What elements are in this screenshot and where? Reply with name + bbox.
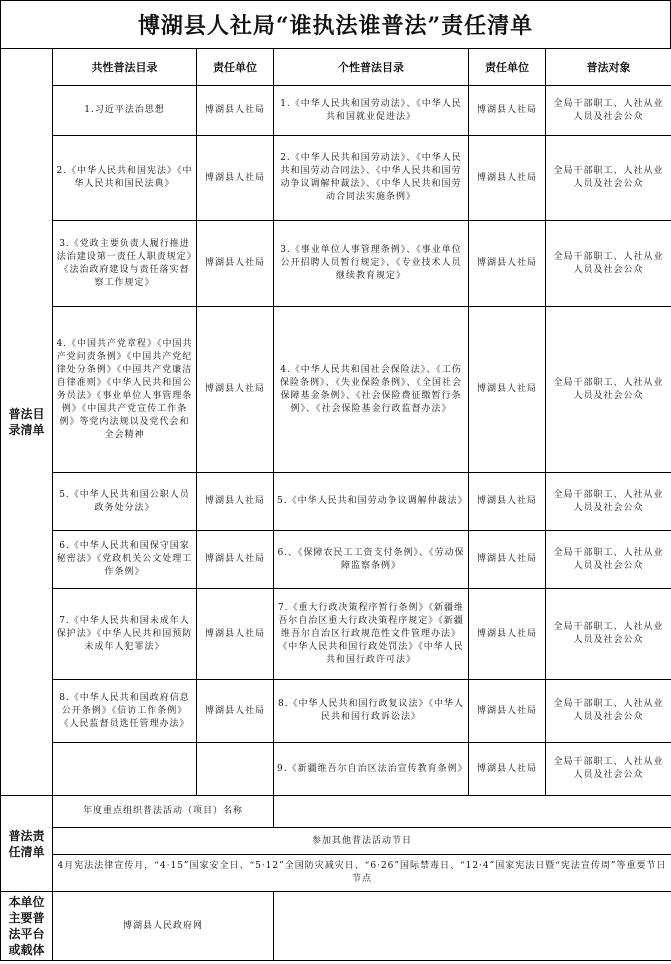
unit-cell: 博湖县人社局 [469, 531, 546, 589]
audience-cell: 全局干部职工、人社从业人员及社会公众 [546, 307, 671, 473]
table-row [1, 136, 671, 221]
unit-cell: 博湖县人社局 [469, 136, 546, 221]
personal-item: 1.《中华人民共和国劳动法》、《中华人民共和国就业促进法》 [274, 86, 469, 136]
header-audience: 普法对象 [546, 49, 671, 86]
table-row [1, 589, 671, 680]
side-label-catalog: 普法目录清单 [1, 49, 53, 796]
unit-cell: 博湖县人社局 [197, 589, 274, 680]
common-item: 8.《中华人民共和国政府信息公开条例》《信访工作条例》《人民监督员选任管理办法》 [53, 680, 197, 743]
table-row [1, 531, 671, 589]
other-activities-text: 4月宪法法律宣传月，“4·15”国家安全日、“5·12”全国防灾减灾日、“6·26”国际禁毒日、“12·4”国家宪法日暨“宪法宣传周”等重要节日节点 [53, 855, 671, 892]
table-row [1, 473, 671, 531]
responsibility-table [0, 48, 671, 961]
table-row [1, 307, 671, 473]
table-row [1, 680, 671, 743]
audience-cell: 全局干部职工、人社从业人员及社会公众 [546, 221, 671, 307]
audience-cell: 全局干部职工、人社从业人员及社会公众 [546, 743, 671, 796]
unit-cell: 博湖县人社局 [197, 473, 274, 531]
personal-item: 5.《中华人民共和国劳动争议调解仲裁法》 [274, 473, 469, 531]
audience-cell: 全局干部职工、人社从业人员及社会公众 [546, 589, 671, 680]
annual-activity-row [1, 796, 671, 828]
unit-cell: 博湖县人社局 [197, 680, 274, 743]
personal-item: 2.《中华人民共和国劳动法》、《中华人民共和国劳动合同法》、《中华人民共和国劳动争议调解仲裁法》、《中华人民共和国劳动合同法实施条例》 [274, 136, 469, 221]
common-item: 5.《中华人民共和国公职人员政务处分法》 [53, 473, 197, 531]
personal-item: 8.《中华人民共和国行政复议法》《中华人民共和国行政诉讼法》 [274, 680, 469, 743]
table-row [1, 86, 671, 136]
side-label-responsibility: 普法责任清单 [1, 796, 53, 892]
unit-cell: 博湖县人社局 [197, 136, 274, 221]
table-row [1, 743, 671, 796]
header-row [1, 49, 671, 86]
platform-row [1, 892, 671, 961]
unit-cell: 博湖县人社局 [197, 86, 274, 136]
common-item: 4.《中国共产党章程》《中国共产党问责条例》《中国共产党纪律处分条例》《中国共产党廉洁自律准则》《中华人民共和国公务员法》《事业单位人事管理条例》《中国共产党宣传工作条例》等党内法规以及党代会和全会精神 [53, 307, 197, 473]
other-activities-label-row [1, 828, 671, 855]
audience-cell: 全局干部职工、人社从业人员及社会公众 [546, 680, 671, 743]
personal-item: 3.《事业单位人事管理条例》、《事业单位公开招聘人员暂行规定》、《专业技术人员继续教育规定》 [274, 221, 469, 307]
header-unit-2: 责任单位 [469, 49, 546, 86]
unit-cell: 博湖县人社局 [197, 307, 274, 473]
unit-cell: 博湖县人社局 [469, 307, 546, 473]
unit-cell: 博湖县人社局 [197, 221, 274, 307]
common-item: 3.《党政主要负责人履行推进法治建设第一责任人职责规定》《法治政府建设与责任落实督察工作规定》 [53, 221, 197, 307]
platform-value: 博湖县人民政府网 [53, 892, 274, 961]
unit-cell: 博湖县人社局 [469, 589, 546, 680]
common-item: 7.《中华人民共和国未成年人保护法》《中华人民共和国预防未成年人犯罪法》 [53, 589, 197, 680]
unit-cell: 博湖县人社局 [469, 680, 546, 743]
unit-cell [197, 743, 274, 796]
header-unit: 责任单位 [197, 49, 274, 86]
annual-activity-value [274, 796, 671, 828]
side-label-platform: 本单位主要普法平台或载体 [1, 892, 53, 961]
personal-item: 7.《重大行政决策程序暂行条例》《新疆维吾尔自治区重大行政决策程序规定》《新疆维吾尔自治区行政规范性文件管理办法》《中华人民共和国行政处罚法》《中华人民共和国行政许可法》 [274, 589, 469, 680]
unit-cell: 博湖县人社局 [469, 743, 546, 796]
personal-item: 6.、《保障农民工工资支付条例》、《劳动保障监察条例》 [274, 531, 469, 589]
page-title: 博湖县人社局“谁执法谁普法”责任清单 [0, 0, 671, 48]
platform-extra [274, 892, 671, 961]
unit-cell: 博湖县人社局 [469, 221, 546, 307]
annual-activity-label: 年度重点组织普法活动（项目）名称 [53, 796, 274, 828]
audience-cell: 全局干部职工、人社从业人员及社会公众 [546, 473, 671, 531]
audience-cell: 全局干部职工、人社从业人员及社会公众 [546, 86, 671, 136]
unit-cell: 博湖县人社局 [469, 473, 546, 531]
audience-cell: 全局干部职工、人社从业人员及社会公众 [546, 531, 671, 589]
personal-item: 4.《中华人民共和国社会保险法》、《工伤保险条例》、《失业保险条例》、《全国社会保障基金条例》、《社会保险费征缴暂行条例》、《社会保险基金行政监督办法》 [274, 307, 469, 473]
common-item: 1.习近平法治思想 [53, 86, 197, 136]
header-personal-catalog: 个性普法目录 [274, 49, 469, 86]
unit-cell: 博湖县人社局 [469, 86, 546, 136]
table-row [1, 221, 671, 307]
unit-cell: 博湖县人社局 [197, 531, 274, 589]
other-activities-row [1, 855, 671, 892]
common-item [53, 743, 197, 796]
common-item: 6.《中华人民共和国保守国家秘密法》《党政机关公文处理工作条例》 [53, 531, 197, 589]
audience-cell: 全局干部职工、人社从业人员及社会公众 [546, 136, 671, 221]
header-common-catalog: 共性普法目录 [53, 49, 197, 86]
other-activities-label: 参加其他普法活动节日 [53, 828, 671, 855]
common-item: 2.《中华人民共和国宪法》《中华人民共和国民法典》 [53, 136, 197, 221]
personal-item: 9.《新疆维吾尔自治区法治宣传教育条例》 [274, 743, 469, 796]
